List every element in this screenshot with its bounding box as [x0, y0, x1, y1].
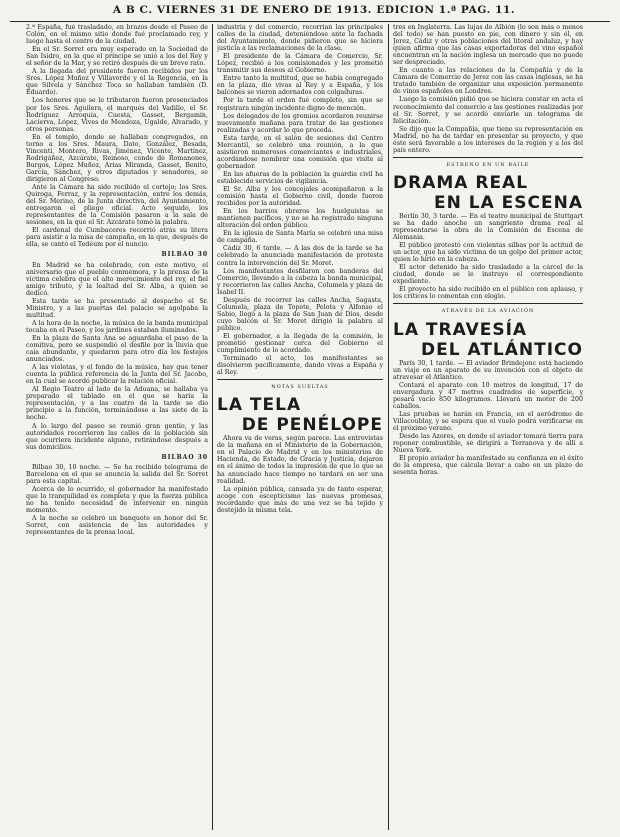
paragraph: A la llegada del presidente fueron recibidos por los Sres. López Muñoz y Villaverde y el la Regencia, en la que Silvela y Sánchez Toca se hallaban también (D. Eduardo).	[26, 68, 208, 97]
paragraph: Bilbao 30, 10 noche. — Se ha recibido telegrama de Barcelona en el que se anuncia la salida del Sr. Sorret para esta capital.	[26, 463, 208, 485]
divider	[217, 379, 383, 380]
paragraph: El cardenal de Cumbaceres recorrió atrás su litera para asistir a la misa de campaña, en la que, después de ella, se cantó el Tedéum por el nuncio.	[26, 227, 208, 249]
section-label: ESTRENO EN UN BAILE	[446, 161, 530, 168]
paragraph: Por la tarde el orden fué completo, sin que se registrara ningún incidente digno de mención.	[217, 97, 383, 112]
paragraph: En la plaza de Santa Ana se aguardaba el paso de la comitiva, pero se suspendió el desfile por la lluvia que caía abundante, y quedaron para otro día los festejos anunciados.	[26, 334, 208, 364]
paragraph: 2.ª España, fué trasladado, en brazos desde el Paseo de Colón, en el mismo sitio donde fué proclamado rey, y luego hasta el centro de la ciudad.	[26, 24, 208, 46]
paragraph: El propio aviador ha manifestado su confianza en el éxito de la empresa, que calcula llevar a cabo en un plazo de sesenta horas.	[393, 455, 583, 477]
paragraph: Berlín 30, 3 tarde. — En el teatro municipal de Stuttgart se ha dado anoche un sangriento drama real al representarse la obra de la Comisión de Escena de Alemania.	[393, 212, 583, 242]
column-3	[393, 24, 583, 832]
paragraph: tres en Inglaterra. Las lujas de Albión (lo son más o menos del todo) se han puesto en pie, con dinero y sin él, en Jerez, Cádiz y otras poblaciones del litoral andaluz, y hay quien afirma que las casas exportadoras del vino español encuentran en la nación inglesa un mercado que no puede ser despreciado.	[393, 24, 583, 67]
paragraph: El presidente de la Cámara de Comercio, Sr. López, recibió a los comisionados y les prometió transmitir sus deseos al Gobierno.	[217, 53, 383, 75]
column-2	[217, 24, 383, 832]
paragraph: Los manifestantes desfilaron con banderas del Comercio, llevando a la cabeza la banda municipal, y recorrieron las calles Ancha, Columela y plaza de Isabel II.	[217, 267, 383, 296]
paragraph: A lo largo del paseo se reunió gran gentío, y las autoridades recorrieron las calles de la población sin que ocurriera incidente alguno, retirándose después a sus domicilios.	[26, 422, 208, 451]
headline-line-2: DE PENÉLOPE	[241, 415, 383, 436]
column-rule-2	[388, 24, 389, 830]
paragraph: Ahora va de veras, según parece. Las entrevistas de la mañana en el Ministerio de la Gobernación, en el Palacio de Madrid y en los ministerios de Hacienda, de Estado, de Gracia y Justicia, dejaron en el ánimo de todos la impresión de que lo que se ha anunciado hace tiempo no tardará en ser una realidad.	[217, 435, 383, 485]
paragraph: Las pruebas se harán en Francia, en el aeródromo de Villacoublay, y se espera que el vuelo podrá verificarse en el próximo verano.	[393, 410, 583, 432]
masthead-rule	[10, 21, 610, 22]
paragraph: La opinión pública, cansada ya de tanto esperar, acoge con escepticismo las nuevas promesas, recordando que más de una vez se ha tejido y destejido la misma tela.	[217, 485, 383, 514]
masthead: A B C. VIERNES 31 DE ENERO DE 1913. EDICION 1.ª PAG. 11.	[112, 4, 516, 16]
paragraph: A las violetas, y el fondo de la música, hay que tener cuenta la pública referencia de la Junta del Sr. Jacobo, en la cual se acordó publicar la relación oficial.	[26, 364, 208, 386]
headline-line-2: EN LA ESCENA	[434, 192, 583, 213]
paragraph: El gobernador, a la llegada de la comisión, le prometió gestionar cerca del Gobierno el cumplimiento de lo acordado.	[217, 332, 383, 355]
paragraph: El actor detenido ha sido trasladado a la cárcel de la ciudad, donde se le instruye el correspondiente expediente.	[393, 264, 583, 286]
headline-line-1: LA TELA	[217, 395, 302, 416]
paragraph: Entre tanto la multitud, que se había congregado en la plaza, dio vivas al Rey y a España, y los balcones se vieron adornados con colgaduras.	[217, 75, 383, 97]
paragraph: Acerca de lo ocurrido, el gobernador ha manifestado que la tranquilidad es completa y que la fuerza pública no ha tenido necesidad de intervenir en ningún momento.	[26, 485, 208, 515]
paragraph: A la hora de la noche, la música de la banda municipal tocaba en el Paseo, y los jardines estaban iluminados.	[26, 319, 208, 334]
paragraph: El Sr. Alba y los concejales acompañaron a la comisión hasta el Gobierno civil, donde fueron recibidos por la autoridad.	[217, 186, 383, 208]
paragraph: En el Sr. Sorret era muy esperado en la Sociedad de San Isidro, en la que el príncipe se unió a los del Rey y el señor de la Mar, y se retiró después de un breve rato.	[26, 46, 208, 68]
paragraph: Contará el aparato con 10 metros de longitud, 17 de envergadura y 47 metros cuadrados de superficie, y pesará vacío 850 kilogramos. Llevará un motor de 200 caballos.	[393, 381, 583, 410]
headline-line-1: DRAMA REAL	[393, 172, 529, 193]
paragraph: En Madrid se ha celebrado, con este motivo, el aniversario que el pueblo conmemora, y la prensa de la víctima celebra que el alto merecimiento del rey, el fiel amigo tributo, y la lealtad del Sr. Alba, a quien se dedicó.	[26, 261, 208, 297]
headline-line-2: DEL ATLÁNTICO	[421, 339, 583, 360]
paragraph: Esta tarde se ha presentado al despacho el Sr. Ministro, y a las puertas del palacio se agolpaba la multitud.	[26, 297, 208, 319]
paragraph: Terminado el acto, los manifestantes se disolvieron pacíficamente, dando vivas a España y al Rey.	[217, 355, 383, 377]
column-rule-1	[212, 24, 213, 830]
headline-line-1: LA TRAVESÍA	[393, 319, 528, 340]
paragraph: París 30, 1 tarde. — El aviador Brindejonc está haciendo un viaje en un aparato de su invención con el objeto de atravesar el Atlántico.	[393, 359, 583, 381]
paragraph: En las afueras de la población la guardia civil ha establecido servicios de vigilancia.	[217, 170, 383, 185]
paragraph: Desde las Azores, en donde el aviador tomará tierra para reponer combustible, se dirigirá a Terranova y de allí a Nueva York.	[393, 432, 583, 455]
section-label: ATRAVÉS DE LA AVIACIÓN	[441, 308, 535, 315]
paragraph: En el templo, donde se hallaban congregados, en torno a los Sres. Maura, Dato, González, Besada, Vincenti, Montero, Rivas, Jiménez, Vicente, Martínez, Rodrigáñez, Azcárate, Reinoso, conde de Romanones, Burgos, López Muñoz, Arias Miranda, Gasset, Benito, García, Sánchez, y otros diputados y senadores, se dirigieron al Congreso.	[26, 133, 208, 183]
column-1	[26, 24, 208, 832]
paragraph: En la iglesia de Santa María se celebró una misa de campaña.	[217, 230, 383, 245]
section-heading: BILBAO 30	[161, 251, 208, 259]
paragraph: En los barrios obreros los huelguistas se mantienen pacíficos, y no se ha registrado ninguna alteración del orden público.	[217, 208, 383, 230]
paragraph: El público protestó con violentas silbas por la actitud de un actor, que ha sido víctima de un golpe del primer actor, quien lo hirió en la cabeza.	[393, 242, 583, 264]
divider	[393, 303, 583, 304]
divider	[393, 157, 583, 158]
section-label: NOTAS SUELTAS	[271, 384, 329, 391]
paragraph: En cuanto a las relaciones de la Compañía y de la Cámara de Comercio de Jerez con las casas inglesas, se ha tratado también de organizar una exposición permanente de vinos españoles en Londres.	[393, 67, 583, 96]
paragraph: industria y del comercio, recorrían las principales calles de la ciudad, deteniéndose ante la fachada del Ayuntamiento, donde pidieron que se hiciera justicia a las reclamaciones de la clase.	[217, 24, 383, 53]
paragraph: A la noche se celebró un banquete en honor del Sr. Sorret, con asistencia de las autoridades y representantes de la prensa local.	[26, 515, 208, 537]
paragraph: Ante la Cámara ha sido recibido el cortejo; los Sres. Quiroga, Ferraz, y la representación, entre los demás, del Sr. Merino, de la Junta directiva, del Ayuntamiento, entregaron el pliego oficial. Acto seguido, los representantes de la Comisión pasaron a la sala de sesiones, en la que el Sr. Azcárate tomó la palabra.	[26, 184, 208, 227]
paragraph: Esta tarde, en el salón de sesiones del Centro Mercantil, se celebró una reunión, a la que asistieron numerosos comerciantes e industriales, acordándose nombrar una comisión que visite al gobernador.	[217, 134, 383, 170]
paragraph: Los honores que se le tributaron fueron presenciados por los Sres. Aguilera, el marqués del Vadillo, el Sr. Rodríguez Arroquia, Cuesta, Gasset, Bergamín, Lacierva, López, Vives de Mendoza, Ugalde, Alvarado, y otros personas.	[26, 97, 208, 133]
paragraph: Luego la comisión pidió que se hiciera constar en acta el reconocimiento del comercio a las gestiones realizadas por el Sr. Sorret, y se acordó enviarle un telegrama de felicitación.	[393, 96, 583, 125]
section-heading: BILBAO 30	[161, 453, 208, 461]
paragraph: Al Regio Teatro al lado de la Aduana, se hallaba ya preparado el tablado en el que se haría la representación, y a las cuatro de la tarde se dio principio a la función, terminándose a las siete de la noche.	[26, 386, 208, 422]
paragraph: Los delegados de los gremios acordaron reunirse nuevamente mañana para tratar de las gestiones realizadas y acordar lo que proceda.	[217, 112, 383, 134]
paragraph: Después de recorrer las calles Ancha, Sagasta, Columela, plaza de Topete, Pelota y Alfonso el Sabio, llegó a la plaza de San Juan de Dios, desde cuyo balcón el Sr. Moret dirigió la palabra al público.	[217, 296, 383, 332]
paragraph: El proyecto ha sido recibido en el público con aplauso, y los críticos lo comentan con elogio.	[393, 286, 583, 301]
paragraph: Se dijo que la Compañía, que tiene su representación en Madrid, no ha de tardar en presentar su proyecto, y que éste será favorable a los intereses de la región y a los del país entero.	[393, 125, 583, 154]
paragraph: Cádiz 30, 6 tarde. — A las dos de la tarde se ha celebrado la anunciada manifestación de protesta contra la intervención del Sr. Moret.	[217, 245, 383, 267]
